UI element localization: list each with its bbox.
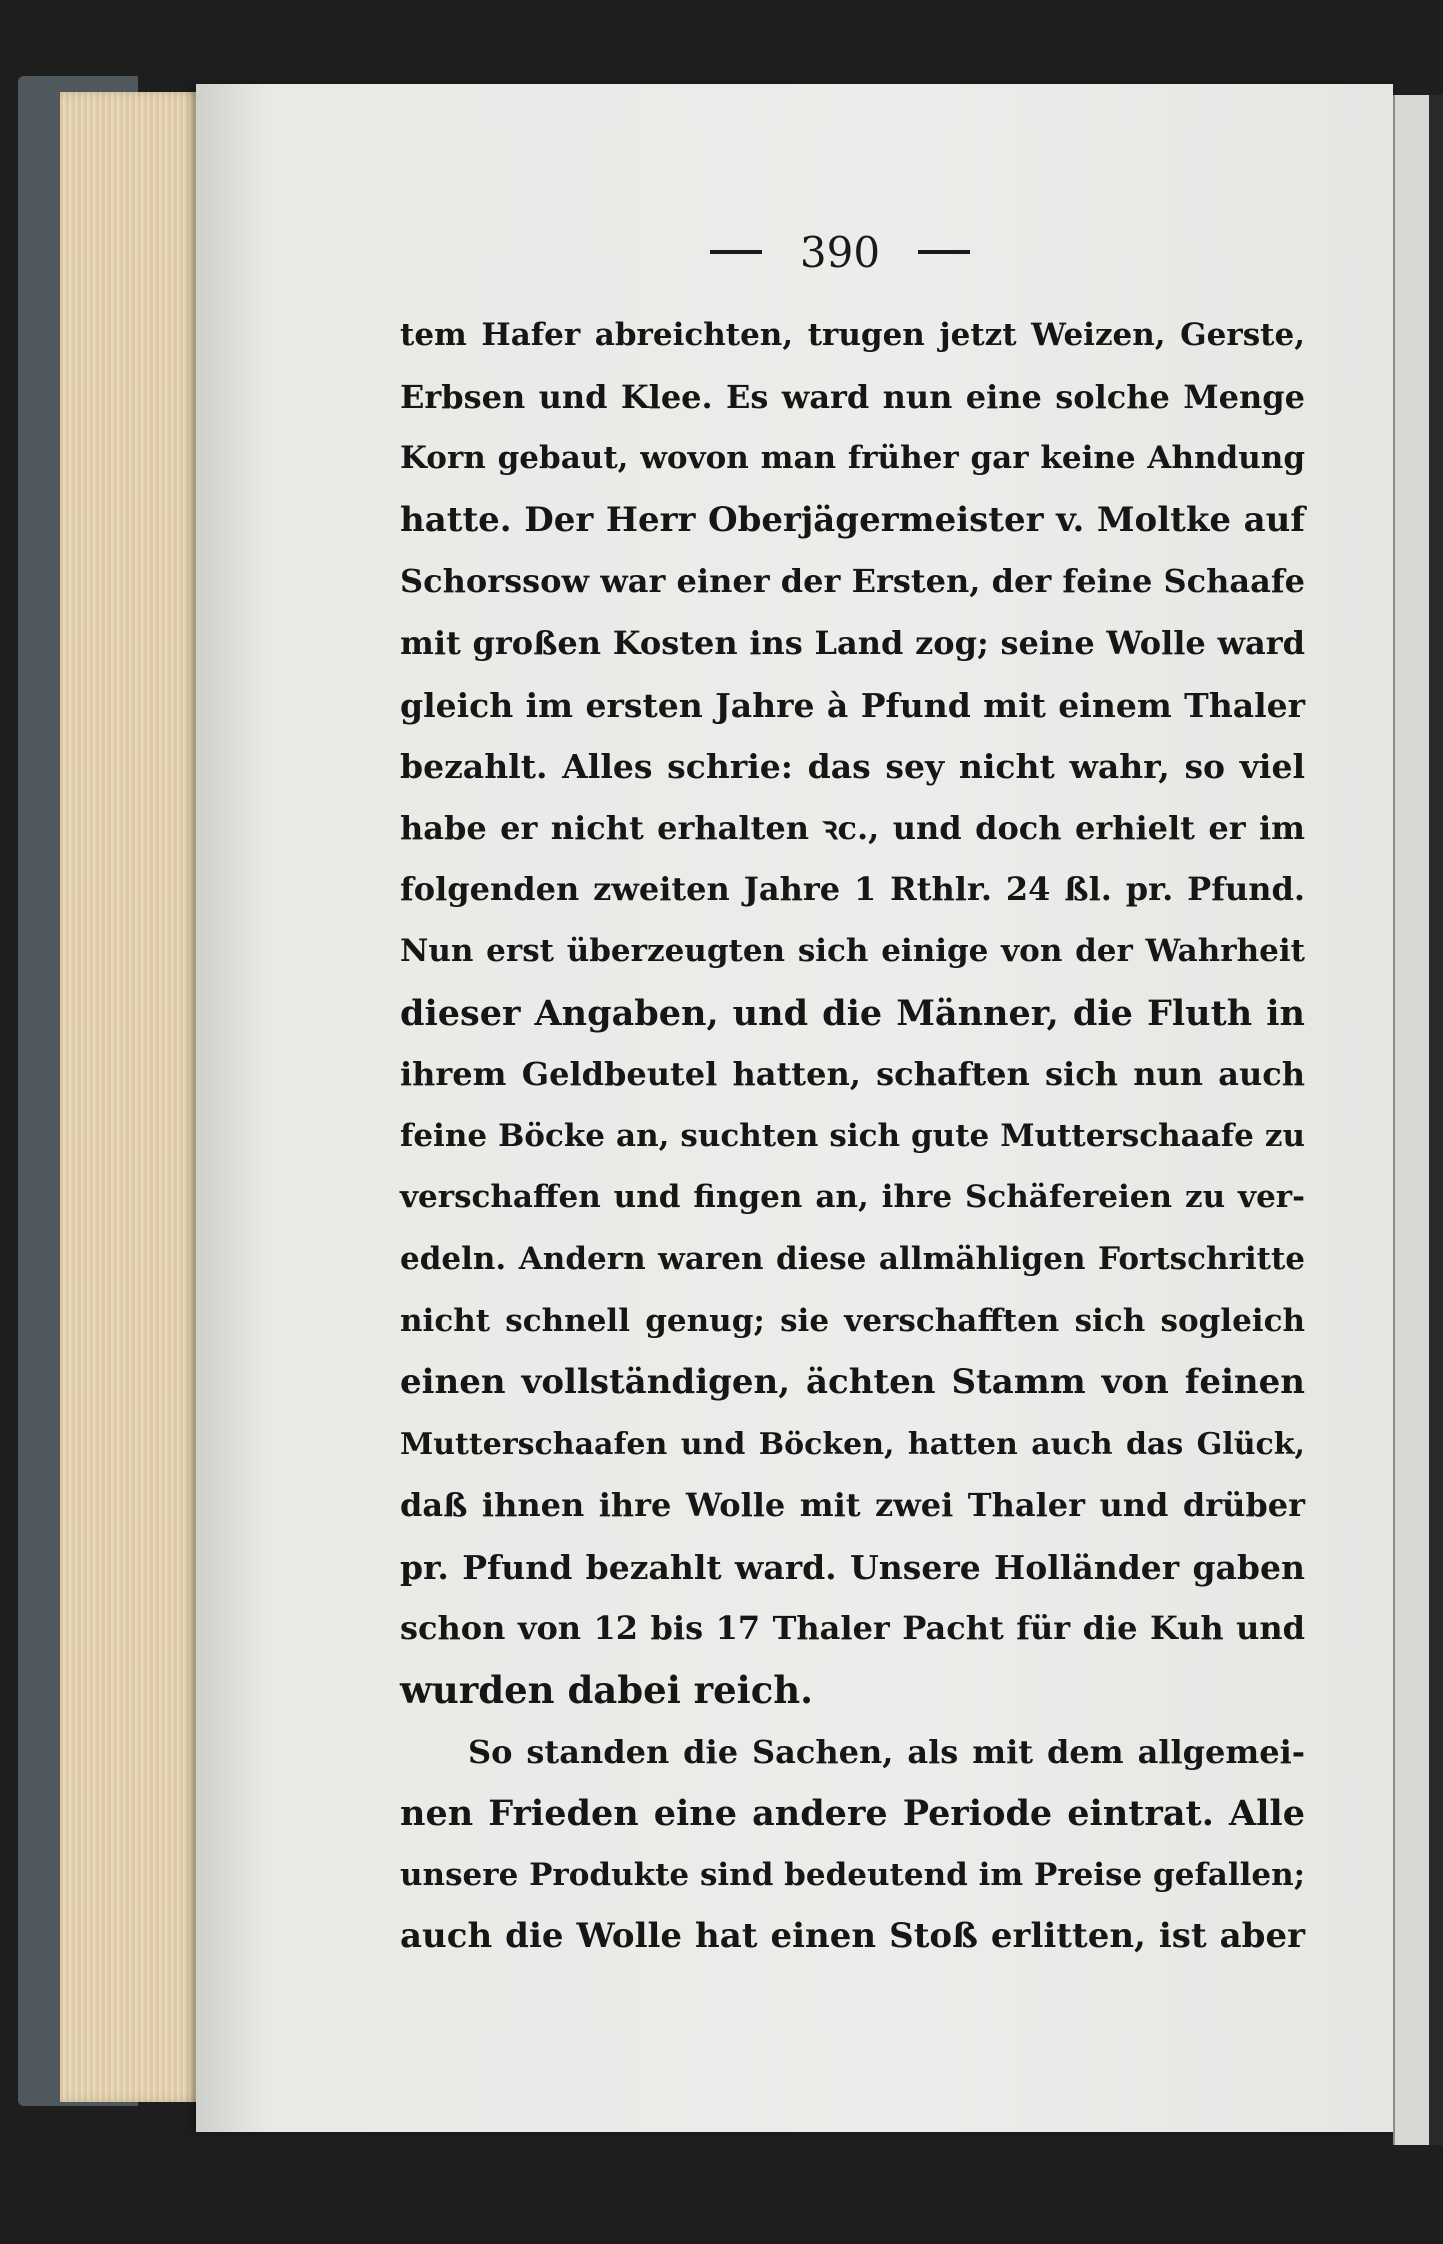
text-line: habe er nicht erhalten ꝛc., und doch erhielt er im — [400, 808, 1305, 847]
text-line: nen Frieden eine andere Periode eintrat. Alle — [400, 1793, 1305, 1835]
text-line: wurden dabei reich. — [400, 1668, 814, 1713]
text-line: schon von 12 bis 17 Thaler Pacht für die Kuh und — [400, 1609, 1305, 1648]
text-line: ihrem Geldbeutel hatten, schaften sich nun auch — [400, 1055, 1305, 1094]
text-line: einen vollständigen, ächten Stamm von feinen — [400, 1362, 1305, 1403]
text-line: auch die Wolle hat einen Stoß erlitten, ist aber — [400, 1916, 1305, 1957]
facing-page-edge — [1393, 95, 1431, 2145]
text-line: dieser Angaben, und die Männer, die Fluth in — [400, 992, 1305, 1034]
header-dash-right — [918, 250, 970, 254]
text-line: Schorssow war einer der Ersten, der feine Schaafe — [400, 562, 1305, 601]
text-line: unsere Produkte sind bedeutend im Preise gefallen; — [400, 1856, 1306, 1893]
text-line: nicht schnell genug; sie verschafften sich sogleich — [400, 1302, 1305, 1339]
page-stack-edge — [60, 92, 210, 2102]
text-line: mit großen Kosten ins Land zog; seine Wolle ward — [400, 623, 1305, 662]
text-line: tem Hafer abreichten, trugen jetzt Weizen, Gerste, — [400, 317, 1305, 353]
text-line: pr. Pfund bezahlt ward. Unsere Holländer gaben — [400, 1547, 1305, 1587]
page-number: 390 — [799, 227, 881, 277]
right-shadow — [1429, 95, 1443, 2145]
text-line: verschaffen und fingen an, ihre Schäfereien zu ver- — [400, 1179, 1305, 1216]
text-line: Nun erst überzeugten sich einige von der Wahrheit — [400, 932, 1305, 969]
text-line: So standen die Sachen, als mit dem allgemei- — [468, 1732, 1305, 1771]
text-line: gleich im ersten Jahre à Pfund mit einem Thaler — [400, 685, 1305, 725]
header-dash-left — [710, 250, 762, 254]
text-line: Erbsen und Klee. Es ward nun eine solche Menge — [400, 377, 1305, 416]
text-line: Mutterschaafen und Böcken, hatten auch das Glück, — [400, 1426, 1305, 1462]
text-line: feine Böcke an, suchten sich gute Mutterschaafe zu — [400, 1117, 1305, 1154]
page-header — [690, 222, 990, 282]
text-line: folgenden zweiten Jahre 1 Rthlr. 24 ßl. pr. Pfund. — [400, 870, 1305, 909]
text-line: edeln. Andern waren diese allmähligen Fortschritte — [400, 1240, 1305, 1277]
text-line: Korn gebaut, wovon man früher gar keine Ahndung — [400, 440, 1305, 477]
text-line: daß ihnen ihre Wolle mit zwei Thaler und drüber — [400, 1486, 1305, 1525]
text-line: bezahlt. Alles schrie: das sey nicht wahr, so viel — [400, 747, 1305, 787]
text-line: hatte. Der Herr Oberjägermeister v. Moltke auf — [400, 499, 1305, 540]
body-text — [400, 305, 1305, 1968]
